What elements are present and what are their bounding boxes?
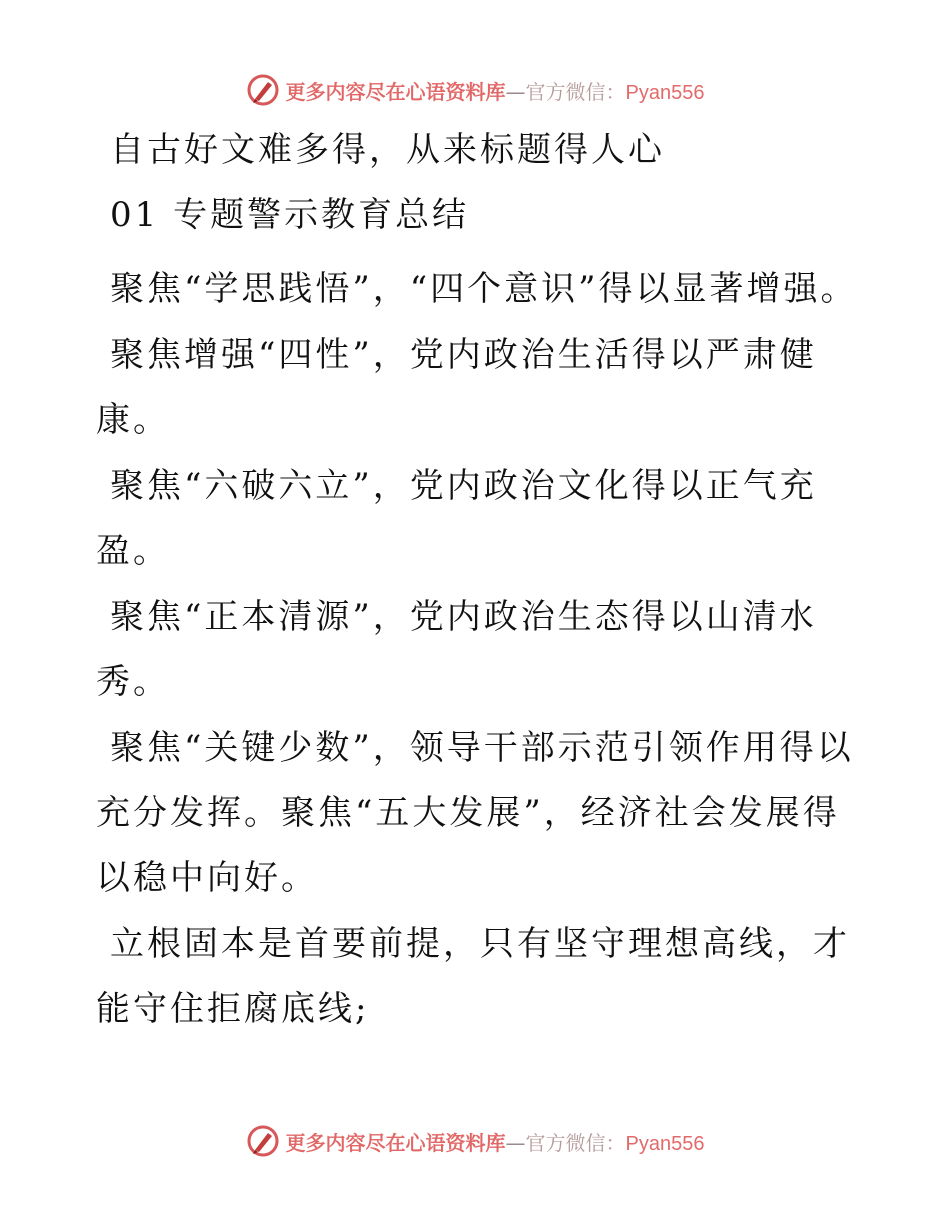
watermark-official-label: 官方微信：	[525, 79, 626, 104]
paragraph-6: 立根固本是首要前提，只有坚守理想高线，才能守住拒腐底线;	[96, 924, 850, 1029]
header-watermark	[0, 70, 950, 110]
paragraph-2: 聚焦增强“四性”，党内政治生活得以严肃健康。	[96, 335, 817, 440]
watermark-dash: —	[505, 79, 526, 104]
watermark-official-label: 官方微信：	[525, 1130, 626, 1155]
document-subtitle: 01 专题警示教育总结	[110, 195, 470, 235]
watermark-dash: —	[505, 1130, 526, 1155]
paragraph-4: 聚焦“正本清源”，党内政治生态得以山清水秀。	[96, 597, 817, 702]
watermark-wechat-id: Pyan556	[625, 81, 705, 104]
quill-pen-seal-icon	[246, 1124, 280, 1158]
watermark-site-text: 更多内容尽在心语资料库	[285, 79, 506, 104]
watermark-wechat-id: Pyan556	[625, 1132, 705, 1155]
paragraph-1: 聚焦“学思践悟”，“四个意识”得以显著增强。	[110, 269, 858, 309]
document-title: 自古好文难多得，从来标题得人心	[110, 130, 665, 170]
watermark-site-text: 更多内容尽在心语资料库	[285, 1130, 506, 1155]
paragraph-3: 聚焦“六破六立”，党内政治文化得以正气充盈。	[96, 466, 817, 571]
footer-watermark	[0, 1121, 950, 1161]
paragraph-5: 聚焦“关键少数”，领导干部示范引领作用得以充分发挥。聚焦“五大发展”，经济社会发展得以稳中向好。	[96, 728, 854, 898]
quill-pen-seal-icon	[246, 73, 280, 107]
document-body	[96, 118, 866, 1043]
